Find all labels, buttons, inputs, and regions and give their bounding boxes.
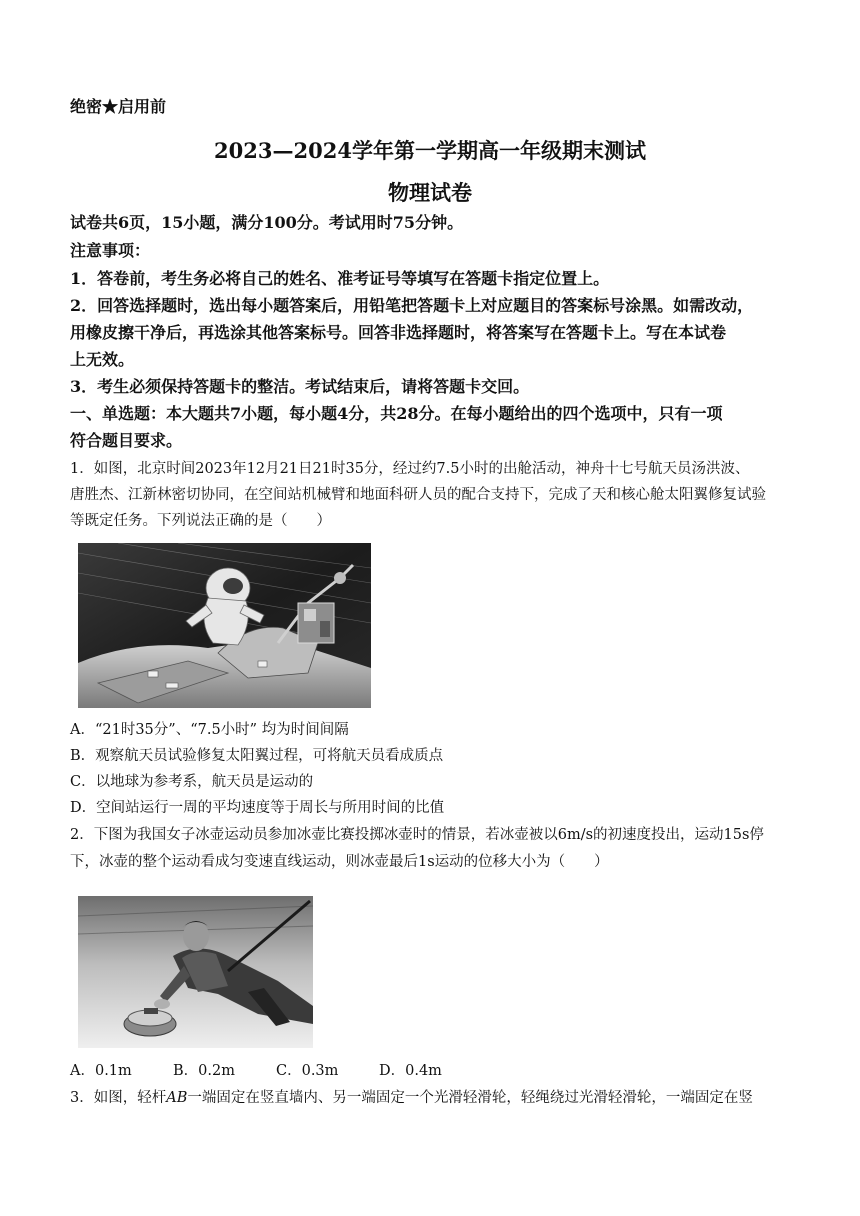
q1-option-d: D．空间站运行一周的平均速度等于周长与所用时间的比值 [70,800,445,816]
note-3: 3．考生必须保持答题卡的整洁。考试结束后，请将答题卡交回。 [70,377,530,396]
q3-stem-pre: 3．如图，轻杆 [70,1090,167,1106]
q1-option-a: A．“21时35分”、“7.5小时” 均为时间间隔 [70,722,349,738]
subject-title: 物理试卷 [388,180,472,205]
q2-option-c: C．0.3m [276,1063,339,1079]
exam-title: 2023—2024学年第一学期高一年级期末测试 [214,138,646,163]
note-2-line-3: 上无效。 [70,350,135,369]
intro-line: 试卷共6页，15小题，满分100分。考试用时75分钟。 [70,213,464,232]
q3-stem-post: 一端固定在竖直墙内、另一端固定一个光滑轻滑轮，轻绳绕过光滑轻滑轮，一端固定在竖 [187,1090,753,1106]
q3-stem-line-1 [70,1091,753,1106]
q1-astronaut-photo [78,543,371,708]
notes-heading: 注意事项： [70,241,151,260]
q2-stem-line-1: 2．下图为我国女子冰壶运动员参加冰壶比赛投掷冰壶时的情景，若冰壶被以6m/s的初速度投出，运动15s停 [70,827,764,843]
q2-curling-photo [78,896,313,1048]
q1-stem-line-3: 等既定任务。下列说法正确的是（ ） [70,513,331,529]
q2-stem-line-2: 下，冰壶的整个运动看成匀变速直线运动，则冰壶最后1s运动的位移大小为（ ） [70,854,609,870]
section-1-heading-line-2: 符合题目要求。 [70,431,183,450]
q2-option-b: B．0.2m [173,1063,235,1079]
q1-stem-line-1: 1．如图，北京时间2023年12月21日21时35分，经过约7.5小时的出舱活动，神舟十七号航天员汤洪波、 [70,461,750,477]
note-2-line-2: 用橡皮擦干净后，再选涂其他答案标号。回答非选择题时，将答案写在答题卡上。写在本试卷 [70,323,727,342]
note-2-line-1: 2．回答选择题时，选出每小题答案后，用铅笔把答题卡上对应题目的答案标号涂黑。如需改动， [70,296,754,315]
q2-option-a: A．0.1m [70,1063,132,1079]
q3-stem-variable: AB [166,1090,188,1106]
q1-stem-line-2: 唐胜杰、江新林密切协同，在空间站机械臂和地面科研人员的配合支持下，完成了天和核心舱太阳翼修复试验 [70,487,766,503]
section-1-heading-line-1: 一、单选题：本大题共7小题，每小题4分，共28分。在每小题给出的四个选项中，只有一项 [70,404,723,423]
confidential-label: 绝密★启用前 [70,97,167,116]
note-1: 1．答卷前，考生务必将自己的姓名、准考证号等填写在答题卡指定位置上。 [70,269,610,288]
q1-option-c: C．以地球为参考系，航天员是运动的 [70,774,314,790]
q1-option-b: B．观察航天员试验修复太阳翼过程，可将航天员看成质点 [70,748,444,764]
q2-option-d: D．0.4m [379,1063,442,1079]
q2-options-row [70,1064,442,1079]
